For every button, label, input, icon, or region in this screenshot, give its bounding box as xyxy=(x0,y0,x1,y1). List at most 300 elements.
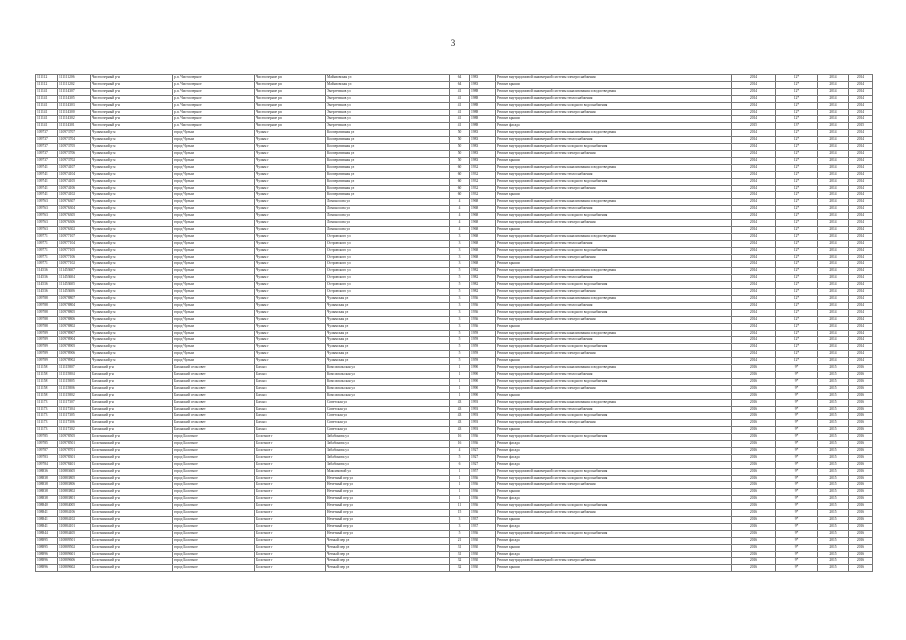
table-cell: Ремонт внутридомовой инженерной системы канализования и водоотведения xyxy=(496,199,732,206)
table-cell: 111158 xyxy=(36,385,58,392)
table-cell: Ремонт фасада xyxy=(496,551,732,558)
table-cell: 6 xyxy=(450,461,470,468)
table-cell: город Чулым xyxy=(173,330,255,337)
table-cell: город Болотное xyxy=(173,461,255,468)
table-cell: 3 xyxy=(450,254,470,261)
table-row xyxy=(36,517,873,524)
table-cell: Ремонт внутридомовой инженерной системы канализования и водоотведения xyxy=(496,164,732,171)
table-cell: Ремонт внутридомовой инженерной системы теплоснабжения xyxy=(496,406,732,413)
table-cell: Чулымский р-н xyxy=(91,213,173,220)
table-cell: Чистоозерный р-н xyxy=(91,75,173,82)
table-cell: Баганский сельсовет xyxy=(173,365,255,372)
table-cell: 2014 xyxy=(818,102,849,109)
table-cell: 2016 xyxy=(732,420,776,427)
table-cell: 110978802 xyxy=(58,323,91,330)
table-cell: 1930 xyxy=(470,544,496,551)
table-cell: 43 xyxy=(450,420,470,427)
table-row xyxy=(36,261,873,268)
table-cell: Ремонт крыши xyxy=(496,192,732,199)
table-row xyxy=(36,185,873,192)
table-cell: 1959 xyxy=(470,358,496,365)
table-cell: Энергетиков ул xyxy=(326,102,450,109)
table-cell: Болотнинский р-н xyxy=(91,475,173,482)
table-cell: 1936 xyxy=(470,309,496,316)
table-cell: Чулым г xyxy=(255,206,326,213)
table-cell: 109763 xyxy=(36,206,58,213)
table-cell: Чулым г xyxy=(255,192,326,199)
table-cell: 2016 xyxy=(849,551,873,558)
table-cell: Болотное г xyxy=(255,434,326,441)
table-cell: Баган с xyxy=(255,399,326,406)
table-cell: 1988 xyxy=(470,88,496,95)
table-cell: 2014 xyxy=(849,185,873,192)
table-cell: 2014 xyxy=(732,289,776,296)
table-cell: Чулым г xyxy=(255,144,326,151)
table-cell: 1990 xyxy=(470,371,496,378)
table-cell: город Чулым xyxy=(173,296,255,303)
table-row xyxy=(36,427,873,434)
table-row xyxy=(36,565,873,572)
table-cell: 3 xyxy=(450,523,470,530)
table-cell: 111114302 xyxy=(58,116,91,123)
table-cell: Чулым г xyxy=(255,282,326,289)
table-cell: 110974104 xyxy=(58,171,91,178)
table-cell: Ремонт крыши xyxy=(496,116,732,123)
table-cell: 2014 xyxy=(849,268,873,275)
table-cell: Чулымский р-н xyxy=(91,344,173,351)
table-cell: Ремонт крыши xyxy=(496,392,732,399)
table-cell: 2014 xyxy=(849,330,873,337)
table-cell: город Чулым xyxy=(173,323,255,330)
table-cell: 3 xyxy=(450,247,470,254)
table-cell: 12* xyxy=(776,330,818,337)
table-cell: 2014 xyxy=(818,323,849,330)
table-cell: 111453605 xyxy=(58,282,91,289)
table-cell: 5 xyxy=(450,337,470,344)
table-cell: 2016 xyxy=(849,496,873,503)
table-cell: 12* xyxy=(776,358,818,365)
table-cell: 1983 xyxy=(470,81,496,88)
table-cell: 9* xyxy=(776,427,818,434)
table-cell: Ремонт внутридомовой инженерной системы холодного водоснабжения xyxy=(496,503,732,510)
table-cell: Островского ул xyxy=(326,282,450,289)
table-cell: 9* xyxy=(776,441,818,448)
table-cell: 1968 xyxy=(470,199,496,206)
table-cell: 13* xyxy=(776,123,818,130)
table-cell: 12* xyxy=(776,351,818,358)
table-cell: 114536 xyxy=(36,275,58,282)
table-cell: Чулымский р-н xyxy=(91,164,173,171)
table-cell: Ремонт внутридомовой инженерной системы теплоснабжения xyxy=(496,371,732,378)
table-cell: Ремонт крыши xyxy=(496,81,732,88)
table-cell: р.п. Чистоозерное xyxy=(173,116,255,123)
table-cell: 12* xyxy=(776,185,818,192)
table-cell: 108841 xyxy=(36,523,58,530)
table-cell: 109784 xyxy=(36,461,58,468)
table-cell: Ломоносова ул xyxy=(326,226,450,233)
table-cell: Ремонт внутридомовой инженерной системы теплоснабжения xyxy=(496,302,732,309)
table-cell: 2016 xyxy=(849,558,873,565)
table-cell: город Чулым xyxy=(173,178,255,185)
table-cell: 2014 xyxy=(732,233,776,240)
table-cell: Чулымский р-н xyxy=(91,226,173,233)
table-cell: 1 xyxy=(450,378,470,385)
table-cell: 12* xyxy=(776,316,818,323)
table-cell: Ремонт фасада xyxy=(496,123,732,130)
table-cell: Чулым г xyxy=(255,254,326,261)
table-cell: 2014 xyxy=(818,233,849,240)
table-cell: 2016 xyxy=(732,406,776,413)
table-cell: 111115807 xyxy=(58,365,91,372)
table-cell: Болотное г xyxy=(255,475,326,482)
table-cell: 2014 xyxy=(732,226,776,233)
table-cell: Чулым г xyxy=(255,247,326,254)
table-cell: 1936 xyxy=(470,510,496,517)
table-cell: Ремонт внутридомовой инженерной системы электроснабжения xyxy=(496,220,732,227)
table-row xyxy=(36,351,873,358)
table-cell: город Болотное xyxy=(173,558,255,565)
table-cell: 110883802 xyxy=(58,489,91,496)
table-cell: Баганский сельсовет xyxy=(173,392,255,399)
table-cell: 109741 xyxy=(36,164,58,171)
table-cell: 60 xyxy=(450,185,470,192)
table-row xyxy=(36,233,873,240)
table-cell: 5 xyxy=(450,530,470,537)
table-row xyxy=(36,399,873,406)
table-cell: Островского ул xyxy=(326,261,450,268)
table-cell: Ремонт внутридомовой инженерной системы электроснабжения xyxy=(496,558,732,565)
table-cell: 1930 xyxy=(470,565,496,572)
table-cell: 2015 xyxy=(818,420,849,427)
table-cell: 12* xyxy=(776,75,818,82)
table-cell: Островского ул xyxy=(326,254,450,261)
table-cell: город Чулым xyxy=(173,226,255,233)
table-cell: Энергетиков ул xyxy=(326,123,450,130)
table-cell: 2016 xyxy=(849,523,873,530)
table-cell: Ремонт фасада xyxy=(496,447,732,454)
table-cell: Баган с xyxy=(255,371,326,378)
table-cell: Чулымская ул xyxy=(326,323,450,330)
table-cell: Чистоозерное рп xyxy=(255,116,326,123)
table-cell: 2014 xyxy=(818,330,849,337)
table-cell: 1 xyxy=(450,475,470,482)
table-cell: 2015 xyxy=(818,365,849,372)
table-cell: Комсомольская ул xyxy=(326,385,450,392)
table-cell: 2014 xyxy=(732,81,776,88)
table-cell: 2014 xyxy=(818,309,849,316)
table-cell: 2015 xyxy=(818,530,849,537)
table-cell: 1 xyxy=(450,482,470,489)
table-cell: 2014 xyxy=(849,192,873,199)
table-cell: 5 xyxy=(450,358,470,365)
table-cell: 111114305 xyxy=(58,95,91,102)
table-cell: 110889502 xyxy=(58,544,91,551)
table-row xyxy=(36,247,873,254)
table-row xyxy=(36,164,873,171)
table-cell: Чулым г xyxy=(255,137,326,144)
table-row xyxy=(36,213,873,220)
table-cell: 2016 xyxy=(732,523,776,530)
table-cell: 110973702 xyxy=(58,157,91,164)
table-cell: Комсомольская ул xyxy=(326,371,450,378)
table-cell: 2016 xyxy=(732,558,776,565)
table-cell: город Болотное xyxy=(173,475,255,482)
table-cell: 2016 xyxy=(732,551,776,558)
table-cell: 2014 xyxy=(732,102,776,109)
table-cell: 2014 xyxy=(818,178,849,185)
table-cell: 1968 xyxy=(470,233,496,240)
table-cell: Забабонова ул xyxy=(326,441,450,448)
table-row xyxy=(36,330,873,337)
table-cell: Ремонт внутридомовой инженерной системы холодного водоснабжения xyxy=(496,102,732,109)
table-cell: Ремонт внутридомовой инженерной системы канализования и водоотведения xyxy=(496,296,732,303)
table-cell: Чистоозерное рп xyxy=(255,95,326,102)
table-cell: 1990 xyxy=(470,385,496,392)
table-cell: 2016 xyxy=(849,427,873,434)
table-cell: 3 xyxy=(450,233,470,240)
table-cell: 4 xyxy=(450,226,470,233)
table-cell: Ремонт внутридомовой инженерной системы электроснабжения xyxy=(496,510,732,517)
table-cell: 110883801 xyxy=(58,496,91,503)
table-cell: 110977107 xyxy=(58,233,91,240)
table-cell: 1 xyxy=(450,385,470,392)
table-cell: Болотное г xyxy=(255,544,326,551)
table-cell: 1936 xyxy=(470,302,496,309)
table-cell: Чулымская ул xyxy=(326,358,450,365)
table-cell: 4 xyxy=(450,213,470,220)
table-cell: 110973707 xyxy=(58,130,91,137)
table-cell: 2014 xyxy=(818,337,849,344)
table-cell: 5 xyxy=(450,454,470,461)
table-cell: 1927 xyxy=(470,447,496,454)
table-cell: 1936 xyxy=(470,530,496,537)
table-cell: 1990 xyxy=(470,392,496,399)
table-cell: 1983 xyxy=(470,144,496,151)
table-cell: 31 xyxy=(450,544,470,551)
table-cell: Ремонт фасада xyxy=(496,537,732,544)
table-cell: 12* xyxy=(776,344,818,351)
table-cell: 2014 xyxy=(818,240,849,247)
table-cell: 9* xyxy=(776,496,818,503)
table-cell: 2016 xyxy=(732,461,776,468)
table-cell: Болотное г xyxy=(255,523,326,530)
table-cell: 12* xyxy=(776,254,818,261)
table-cell: Островского ул xyxy=(326,233,450,240)
table-cell: 2015 xyxy=(818,385,849,392)
table-cell: 110884102 xyxy=(58,517,91,524)
table-cell: 41 xyxy=(450,95,470,102)
table-cell: 2014 xyxy=(849,116,873,123)
table-row xyxy=(36,75,873,82)
table-cell: 2014 xyxy=(849,178,873,185)
table-cell: 21 xyxy=(450,537,470,544)
table-cell: Чулымская ул xyxy=(326,344,450,351)
table-cell: 32 xyxy=(450,558,470,565)
table-cell: 2014 xyxy=(818,116,849,123)
table-cell: Ремонт внутридомовой инженерной системы электроснабжения xyxy=(496,316,732,323)
table-cell: 2016 xyxy=(849,461,873,468)
table-cell: 111173 xyxy=(36,399,58,406)
table-cell: город Чулым xyxy=(173,358,255,365)
table-cell: 2014 xyxy=(818,199,849,206)
table-cell: 9* xyxy=(776,517,818,524)
table-cell: 2016 xyxy=(849,503,873,510)
table-cell: 1968 xyxy=(470,240,496,247)
table-cell: р.п. Чистоозерное xyxy=(173,109,255,116)
table-row xyxy=(36,406,873,413)
table-cell: город Чулым xyxy=(173,150,255,157)
table-cell: Баган с xyxy=(255,385,326,392)
table-row xyxy=(36,482,873,489)
table-row xyxy=(36,371,873,378)
table-row xyxy=(36,206,873,213)
table-cell: Чулымский р-н xyxy=(91,130,173,137)
table-cell: Болотнинский р-н xyxy=(91,544,173,551)
table-cell: 2015 xyxy=(818,489,849,496)
table-row xyxy=(36,199,873,206)
table-cell: 108895 xyxy=(36,537,58,544)
table-cell: Чулымский р-н xyxy=(91,261,173,268)
table-row xyxy=(36,268,873,275)
table-cell: город Чулым xyxy=(173,247,255,254)
table-cell: 11 xyxy=(450,503,470,510)
table-cell: Чулымский р-н xyxy=(91,233,173,240)
table-cell: 2015 xyxy=(818,392,849,399)
table-cell: 111141 xyxy=(36,88,58,95)
table-cell: 2016 xyxy=(732,413,776,420)
table-cell: Четный пер ул xyxy=(326,551,450,558)
table-cell: Болотное г xyxy=(255,441,326,448)
table-cell: 1968 xyxy=(470,226,496,233)
table-cell: 2014 xyxy=(849,81,873,88)
table-cell: город Болотное xyxy=(173,523,255,530)
table-cell: 43 xyxy=(450,413,470,420)
table-cell: 1990 xyxy=(470,365,496,372)
table-cell: 9* xyxy=(776,468,818,475)
table-cell: Болотнинский р-н xyxy=(91,503,173,510)
table-cell: 110978905 xyxy=(58,344,91,351)
table-cell: Чистоозерное рп xyxy=(255,75,326,82)
table-cell: Болотнинский р-н xyxy=(91,565,173,572)
table-cell: 2016 xyxy=(732,468,776,475)
table-cell: 2014 xyxy=(818,137,849,144)
table-cell: 111112 xyxy=(36,81,58,88)
table-cell: 2015 xyxy=(818,454,849,461)
table-cell: 2016 xyxy=(849,365,873,372)
table-cell: 12* xyxy=(776,337,818,344)
table-cell: Болотное г xyxy=(255,454,326,461)
table-cell: 9* xyxy=(776,365,818,372)
table-cell: 2016 xyxy=(732,544,776,551)
table-cell: 5 xyxy=(450,275,470,282)
table-cell: Баганский р-н xyxy=(91,420,173,427)
table-cell: Кооперативная ул xyxy=(326,130,450,137)
table-row xyxy=(36,81,873,88)
table-cell: 109789 xyxy=(36,351,58,358)
table-cell: 9* xyxy=(776,406,818,413)
table-cell: 109741 xyxy=(36,178,58,185)
table-cell: Энергетиков ул xyxy=(326,109,450,116)
table-cell: 60 xyxy=(450,178,470,185)
table-row xyxy=(36,530,873,537)
table-cell: 4 xyxy=(450,199,470,206)
table-cell: Чулым г xyxy=(255,330,326,337)
table-cell: 2016 xyxy=(732,399,776,406)
table-cell: 2014 xyxy=(732,109,776,116)
table-cell: Болотнинский р-н xyxy=(91,530,173,537)
table-cell: 2016 xyxy=(849,517,873,524)
table-cell: 9* xyxy=(776,482,818,489)
table-cell: 2014 xyxy=(849,240,873,247)
table-cell: 110889602 xyxy=(58,565,91,572)
table-cell: город Болотное xyxy=(173,496,255,503)
table-cell: город Чулым xyxy=(173,164,255,171)
table-cell: 2016 xyxy=(849,420,873,427)
table-cell: Чулым г xyxy=(255,150,326,157)
table-cell: Ремонт крыши xyxy=(496,157,732,164)
table-cell: Болотное г xyxy=(255,461,326,468)
table-cell: Островского ул xyxy=(326,275,450,282)
table-cell: Нечетный пер ул xyxy=(326,496,450,503)
table-cell: Болотное г xyxy=(255,496,326,503)
table-cell: 2014 xyxy=(732,178,776,185)
table-cell: 2016 xyxy=(849,392,873,399)
table-cell: Чулымский р-н xyxy=(91,178,173,185)
table-cell: 108844 xyxy=(36,530,58,537)
table-cell: 12* xyxy=(776,282,818,289)
table-cell: 1968 xyxy=(470,261,496,268)
table-cell: Болотнинский р-н xyxy=(91,454,173,461)
table-cell: Островского ул xyxy=(326,268,450,275)
table-row xyxy=(36,144,873,151)
table-cell: 109783 xyxy=(36,454,58,461)
table-cell: 2015 xyxy=(818,378,849,385)
table-cell: Ремонт внутридомовой инженерной системы электроснабжения xyxy=(496,351,732,358)
table-cell: 2014 xyxy=(818,206,849,213)
table-cell: Чистоозерное рп xyxy=(255,88,326,95)
table-cell: Кооперативная ул xyxy=(326,150,450,157)
table-cell: 12* xyxy=(776,81,818,88)
table-cell: 9* xyxy=(776,385,818,392)
table-cell: 2014 xyxy=(818,88,849,95)
table-cell: 111141 xyxy=(36,116,58,123)
table-cell: город Болотное xyxy=(173,544,255,551)
table-cell: 2014 xyxy=(818,171,849,178)
table-cell: 111117304 xyxy=(58,406,91,413)
table-cell: Ремонт внутридомовой инженерной системы холодного водоснабжения xyxy=(496,247,732,254)
table-cell: 111115806 xyxy=(58,385,91,392)
table-cell: 12* xyxy=(776,289,818,296)
table-row xyxy=(36,157,873,164)
table-cell: 16 xyxy=(450,441,470,448)
table-cell: 12* xyxy=(776,171,818,178)
table-cell: Болотнинский р-н xyxy=(91,496,173,503)
table-cell: Кооперативная ул xyxy=(326,157,450,164)
table-cell: Чулымская ул xyxy=(326,302,450,309)
table-cell: 111141 xyxy=(36,109,58,116)
table-cell: город Чулым xyxy=(173,157,255,164)
table-cell: 2015 xyxy=(818,517,849,524)
table-cell: Ломоносова ул xyxy=(326,199,450,206)
table-cell: 110978806 xyxy=(58,316,91,323)
table-cell: 2014 xyxy=(818,316,849,323)
table-cell: 1982 xyxy=(470,275,496,282)
table-cell: 2014 xyxy=(732,75,776,82)
table-cell: 1988 xyxy=(470,102,496,109)
table-cell: 1936 xyxy=(470,475,496,482)
table-row xyxy=(36,468,873,475)
table-cell: Чулымский р-н xyxy=(91,144,173,151)
